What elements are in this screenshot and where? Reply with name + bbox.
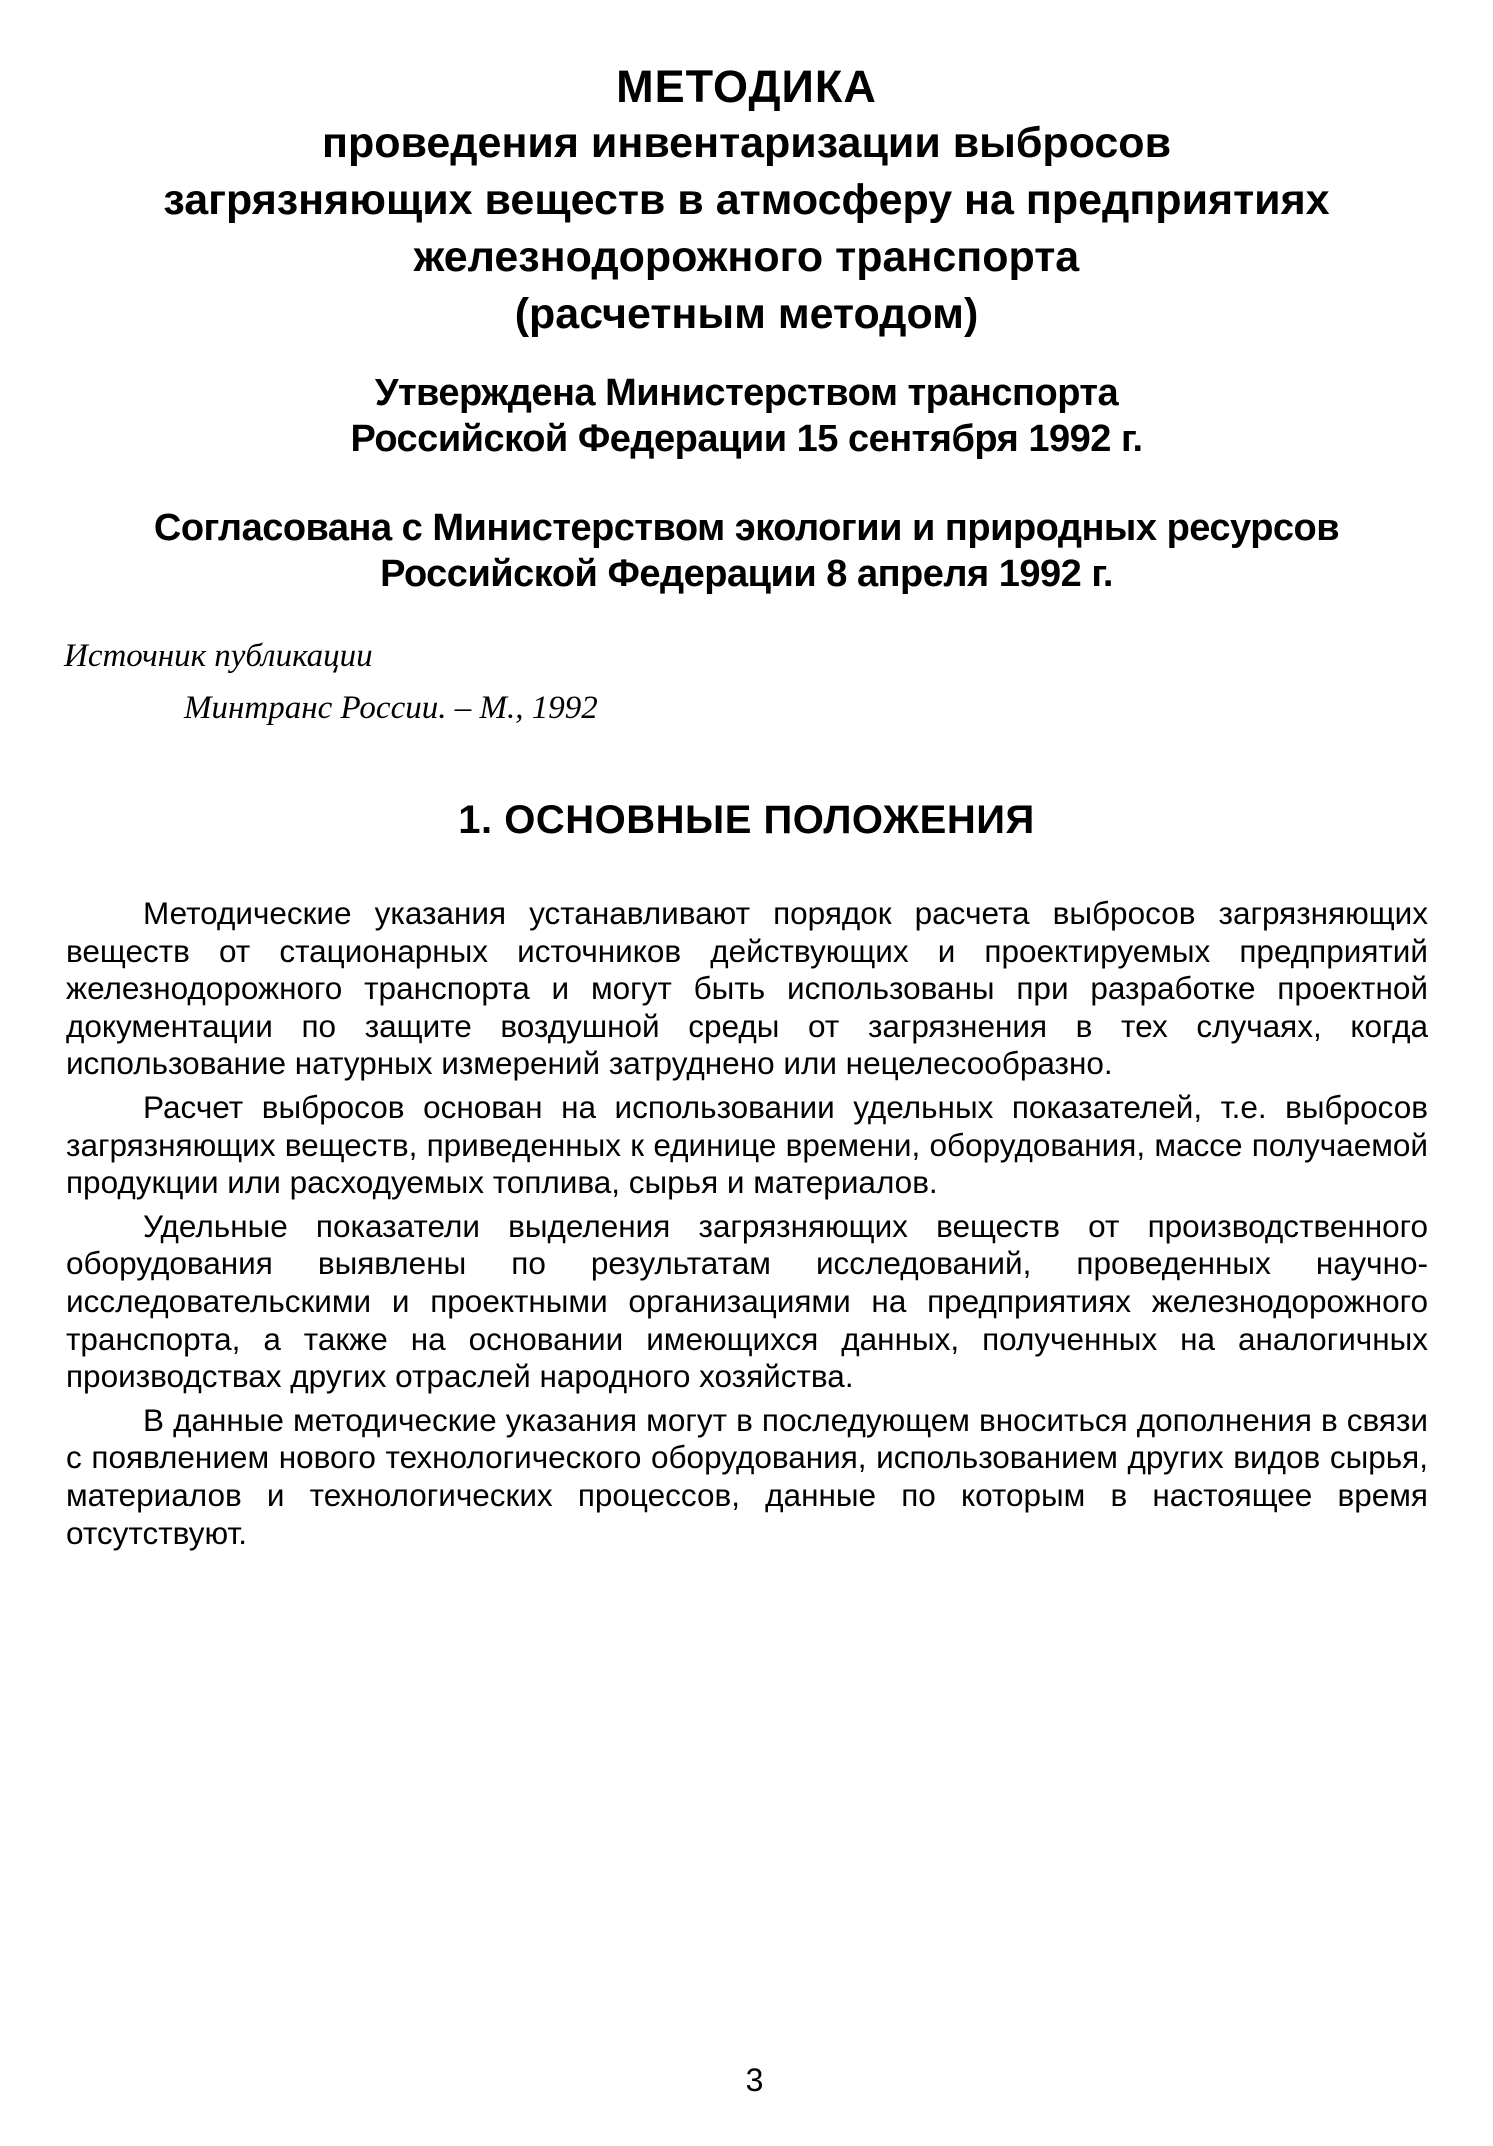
approval-statement <box>60 370 1433 462</box>
paragraph-3: Удельные показатели выделения загрязняющих веществ от производственного оборудования выявлены по результатам исследований, проведенных научно-исследовательскими и проектными организациями на предприятиях железнодорожного транспорта, а также на основании имеющихся данных, полученных на аналогичных производствах других отраслей народного хозяйства. <box>66 1207 1428 1395</box>
title-line-4: (расчетным методом) <box>514 290 979 338</box>
document-title <box>60 58 1433 343</box>
section-body <box>66 895 1428 1558</box>
title-line-1: проведения инвентаризации выбросов <box>321 119 1172 167</box>
approval-line-1: Утверждена Министерством транспорта <box>374 372 1119 414</box>
source-heading: Источник публикации <box>64 638 373 674</box>
title-line-2: загрязняющих веществ в атмосферу на предприятиях <box>163 176 1330 224</box>
agreement-line-2: Российской Федерации 8 апреля 1992 г. <box>380 553 1113 595</box>
title-main: МЕТОДИКА <box>616 61 877 112</box>
paragraph-4: В данные методические указания могут в последующем вноситься дополнения в связи с появлением нового технологического оборудования, использованием других видов сырья, материалов и технологических процессов, данные по которым в настоящее время отсутствуют. <box>66 1401 1428 1551</box>
publication-source <box>64 630 598 734</box>
paragraph-2: Расчет выбросов основан на использовании удельных показателей, т.е. выбросов загрязняющих веществ, приведенных к единице времени, оборудования, массе получаемой продукции или расходуемых топлива, сырья и материалов. <box>66 1088 1428 1201</box>
source-value: Минтранс России. – М., 1992 <box>184 690 598 726</box>
approval-line-2: Российской Федерации 15 сентября 1992 г. <box>350 418 1143 460</box>
section-heading: 1. ОСНОВНЫЕ ПОЛОЖЕНИЯ <box>458 798 1035 842</box>
agreement-statement <box>60 505 1433 597</box>
paragraph-1: Методические указания устанавливают порядок расчета выбросов загрязняющих веществ от стационарных источников действующих и проектируемых предприятий железнодорожного транспорта и могут быть использованы при разработке проектной документации по защите воздушной среды от загрязнения в тех случаях, когда использование натурных измерений затруднено или нецелесообразно. <box>66 895 1428 1082</box>
page-number: 3 <box>745 2062 764 2098</box>
title-line-3: железнодорожного транспорта <box>413 233 1080 281</box>
agreement-line-1: Согласована с Министерством экологии и природных ресурсов <box>153 507 1340 549</box>
